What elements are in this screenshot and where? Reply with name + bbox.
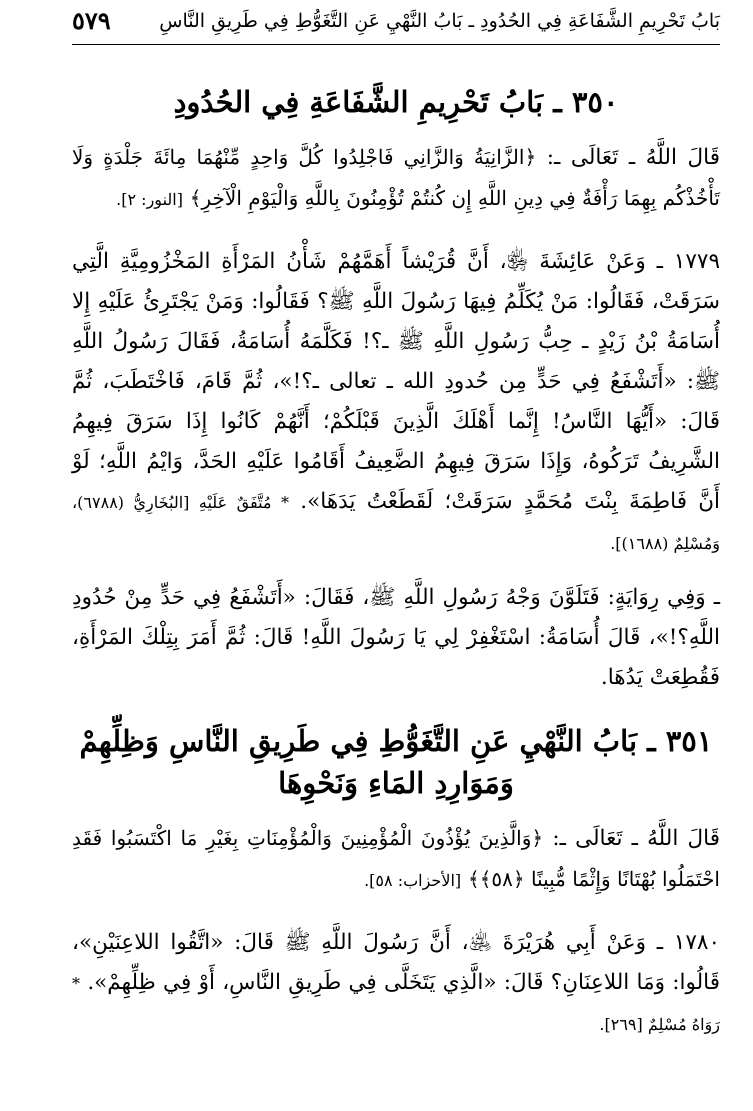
running-title: بَابُ تَحْرِيمِ الشَّفَاعَةِ فِي الحُدُودِ ـ بَابُ النَّهْيِ عَنِ التَّغَوُّطِ فِي طَرِيقِ النَّاسِ: [159, 10, 720, 32]
chapter-351-verse: [72, 818, 720, 901]
book-page: [72, 4, 720, 1104]
hadith-text: ١٧٧٩ ـ وَعَنْ عَائِشَةَ ﵂، أَنَّ قُرَيْشاً أَهَمَّهُمْ شَأْنُ المَرْأَةِ المَخْزُومِيَّةِ الَّتِي سَرَقَتْ، فَقَالُوا: مَنْ يُكَلِّمُ فِيهَا رَسُولَ اللَّهِ ﷺ؟ فَقَالُوا: وَمَنْ يَجْتَرِئُ عَلَيْهِ إِلا أُسَامَةُ بْنُ زَيْدٍ ـ حِبُّ رَسُولِ اللَّهِ ﷺ ـ؟! فَكَلَّمَهُ أُسَامَةُ، فَقَالَ رَسُولُ اللَّهِ ﷺ: «أَتَشْفَعُ فِي حَدٍّ مِن حُدودِ الله ـ تعالى ـ؟!»، ثُمَّ قَامَ، فَاخْتَطَبَ، ثُمَّ قَالَ: «أَيُّهَا النَّاسُ! إِنَّما أَهْلَكَ الَّذِينَ قَبْلَكُمْ؛ أَنَّهُمْ كَانُوا إِذَا سَرَقَ فِيهِمُ الشَّرِيفُ تَرَكُوهُ، وَإِذَا سَرَقَ فِيهِمُ الضَّعِيفُ أَقَامُوا عَلَيْهِ الحَدَّ، وَايْمُ اللَّهِ؛ لَوْ أَنَّ فَاطِمَةَ بِنْتَ مُحَمَّدٍ سَرَقَتْ؛ لَقَطَعْتُ يَدَهَا».: [72, 249, 720, 515]
hadith-1779: [72, 242, 720, 564]
verse-citation: [النور: ٢].: [116, 190, 183, 210]
page-number: ٥٧٩: [72, 6, 111, 35]
quran-verse: ﴿وَالَّذِينَ يُؤْذُونَ الْمُؤْمِنِينَ وَالْمُؤْمِنَاتِ بِغَيْرِ مَا اكْتَسَبُوا فَقَدِ احْتَمَلُوا بُهْتَانًا وَإِثْمًا مُّبِينًا ﴿٥٨﴾﴾: [72, 826, 720, 892]
chapter-350-title: ٣٥٠ ـ بَابُ تَحْرِيمِ الشَّفَاعَةِ فِي الحُدُودِ: [173, 85, 619, 119]
verse-citation: [الأحزاب: ٥٨].: [364, 871, 462, 891]
verse-intro: قَالَ اللَّهُ ـ تَعَالَى ـ:: [546, 145, 720, 171]
verse-intro: قَالَ اللَّهُ ـ تَعَالَى ـ:: [552, 826, 720, 852]
hadith-1780: [72, 923, 720, 1045]
running-header: [72, 4, 720, 45]
chapter-350-verse: [72, 137, 720, 220]
chapter-351-title: ٣٥١ ـ بَابُ النَّهْيِ عَنِ التَّغَوُّطِ فِي طَرِيقِ النَّاسِ وَظِلِّهِمْ وَمَوَارِدِ المَاءِ وَنَحْوِهَا: [79, 724, 713, 801]
hadith-source: * رَوَاهُ مُسْلِمٌ [٢٦٩].: [72, 974, 720, 1035]
quran-verse: ﴿الزَّانِيَةُ وَالزَّانِي فَاجْلِدُوا كُلَّ وَاحِدٍ مِّنْهُمَا مِائَةَ جَلْدَةٍ وَلَا تَأْخُذْكُم بِهِمَا رَأْفَةٌ فِي دِينِ اللَّهِ إِن كُنتُمْ تُؤْمِنُونَ بِاللَّهِ وَالْيَوْمِ الْآخِرِ﴾: [72, 145, 720, 211]
hadith-source: * مُتَّفَقٌ عَلَيْهِ [البُخَارِيُّ (٦٧٨٨)، وَمُسْلِمٌ (١٦٨٨)].: [72, 493, 720, 554]
hadith-1779-riwaya: ـ وَفِي رِوَايَةٍ: فَتَلَوَّنَ وَجْهُ رَسُولِ اللَّهِ ﷺ، فَقَالَ: «أَتَشْفَعُ فِي حَدٍّ مِنْ حُدُودِ اللَّهِ؟!»، قَالَ أُسَامَةُ: اسْتَغْفِرْ لِي يَا رَسُولَ اللَّهِ! قَالَ: ثُمَّ أَمَرَ بِتِلْكَ المَرْأَةِ، فَقُطِعَتْ يَدُهَا.: [72, 585, 720, 691]
hadith-text: ١٧٨٠ ـ وَعَنْ أَبِي هُرَيْرَةَ ﵁، أَنَّ رَسُولَ اللَّهِ ﷺ قَالَ: «اتَّقُوا اللاعِنَيْنِ»، قَالُوا: وَمَا اللاعِنَانِ؟ قَالَ: «الَّذِي يَتَخَلَّى فِي طَرِيقِ النَّاسِ، أَوْ فِي ظِلِّهِمْ».: [72, 930, 720, 996]
